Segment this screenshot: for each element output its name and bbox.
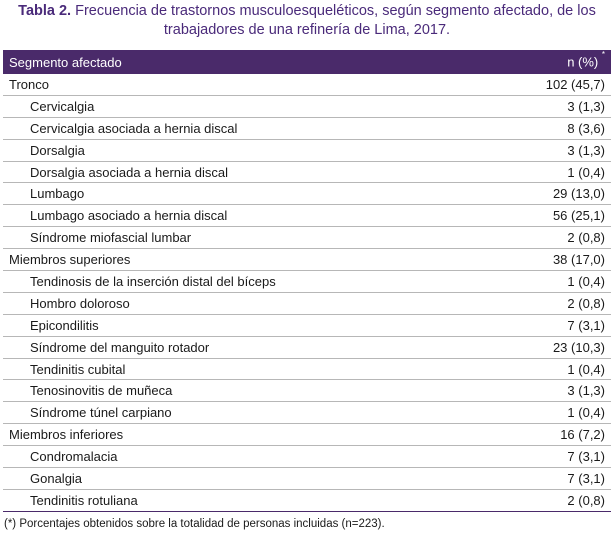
table-caption-label: Tabla 2. xyxy=(18,3,72,19)
row-segment-label: Cervicalgia xyxy=(30,98,95,114)
row-segment-label: Lumbago xyxy=(30,186,85,202)
row-value: 3 (1,3) xyxy=(567,142,605,158)
row-value: 8 (3,6) xyxy=(567,120,605,136)
row-segment-label: Dorsalgia xyxy=(30,142,85,158)
table-row xyxy=(3,402,611,424)
row-segment-label: Síndrome túnel carpiano xyxy=(30,405,172,421)
row-value: 29 (13,0) xyxy=(552,186,605,202)
row-segment-label: Tendinitis rotuliana xyxy=(30,492,138,508)
table-row xyxy=(3,271,611,293)
table-row xyxy=(3,118,611,140)
table-caption-text: Frecuencia de trastornos musculoesqueléticos, según segmento afectado, de los trabajadores de una refinería de Lima, 2017. xyxy=(75,3,596,38)
table-row xyxy=(3,490,611,512)
row-segment-label: Síndrome del manguito rotador xyxy=(30,339,210,355)
row-segment-label: Cervicalgia asociada a hernia discal xyxy=(30,120,238,136)
table-group-row xyxy=(3,424,611,446)
table-caption xyxy=(0,2,614,40)
row-segment-label: Lumbago asociado a hernia discal xyxy=(30,208,228,224)
table-row xyxy=(3,162,611,184)
row-segment-label: Tendinosis de la inserción distal del bíceps xyxy=(30,273,276,289)
table-row xyxy=(3,446,611,468)
row-value: 3 (1,3) xyxy=(567,98,605,114)
table-row xyxy=(3,183,611,205)
table-group-row xyxy=(3,74,611,96)
row-value: 1 (0,4) xyxy=(567,273,605,289)
row-value: 1 (0,4) xyxy=(567,164,605,180)
row-segment-label: Síndrome miofascial lumbar xyxy=(30,230,192,246)
row-value: 7 (3,1) xyxy=(567,317,605,333)
table-header-row xyxy=(3,50,611,74)
row-segment-label: Hombro doloroso xyxy=(30,295,130,311)
row-value: 2 (0,8) xyxy=(567,230,605,246)
table-row xyxy=(3,380,611,402)
table-row xyxy=(3,140,611,162)
row-value: 102 (45,7) xyxy=(545,76,605,92)
row-segment-label: Miembros superiores xyxy=(9,252,131,268)
row-value: 16 (7,2) xyxy=(560,427,605,443)
row-segment-label: Tendinitis cubital xyxy=(30,361,126,377)
table-group-row xyxy=(3,249,611,271)
table-row xyxy=(3,468,611,490)
header-n-label: n (%) xyxy=(567,54,599,70)
row-value: 3 (1,3) xyxy=(567,383,605,399)
table-row xyxy=(3,293,611,315)
table-row xyxy=(3,96,611,118)
table-row xyxy=(3,337,611,359)
header-n xyxy=(485,50,611,70)
table-footnote: (*) Porcentajes obtenidos sobre la totalidad de personas incluidas (n=223). xyxy=(4,518,385,530)
row-value: 7 (3,1) xyxy=(567,449,605,465)
row-value: 23 (10,3) xyxy=(552,339,605,355)
row-segment-label: Condromalacia xyxy=(30,449,118,465)
table-body xyxy=(3,74,611,512)
row-value: 1 (0,4) xyxy=(567,405,605,421)
row-segment-label: Gonalgia xyxy=(30,470,83,486)
table-row xyxy=(3,227,611,249)
row-value: 2 (0,8) xyxy=(567,295,605,311)
row-value: 56 (25,1) xyxy=(552,208,605,224)
table-row xyxy=(3,205,611,227)
row-value: 38 (17,0) xyxy=(552,252,605,268)
header-segment: Segmento afectado xyxy=(9,54,122,70)
table-row xyxy=(3,359,611,381)
header-n-footnote-mark: * xyxy=(601,50,605,60)
row-segment-label: Miembros inferiores xyxy=(9,427,124,443)
row-segment-label: Dorsalgia asociada a hernia discal xyxy=(30,164,229,180)
row-segment-label: Tronco xyxy=(9,76,49,92)
data-table xyxy=(3,50,611,512)
row-value: 1 (0,4) xyxy=(567,361,605,377)
row-value: 2 (0,8) xyxy=(567,492,605,508)
row-value: 7 (3,1) xyxy=(567,470,605,486)
row-segment-label: Tenosinovitis de muñeca xyxy=(30,383,173,399)
table-row xyxy=(3,315,611,337)
row-segment-label: Epicondilitis xyxy=(30,317,99,333)
